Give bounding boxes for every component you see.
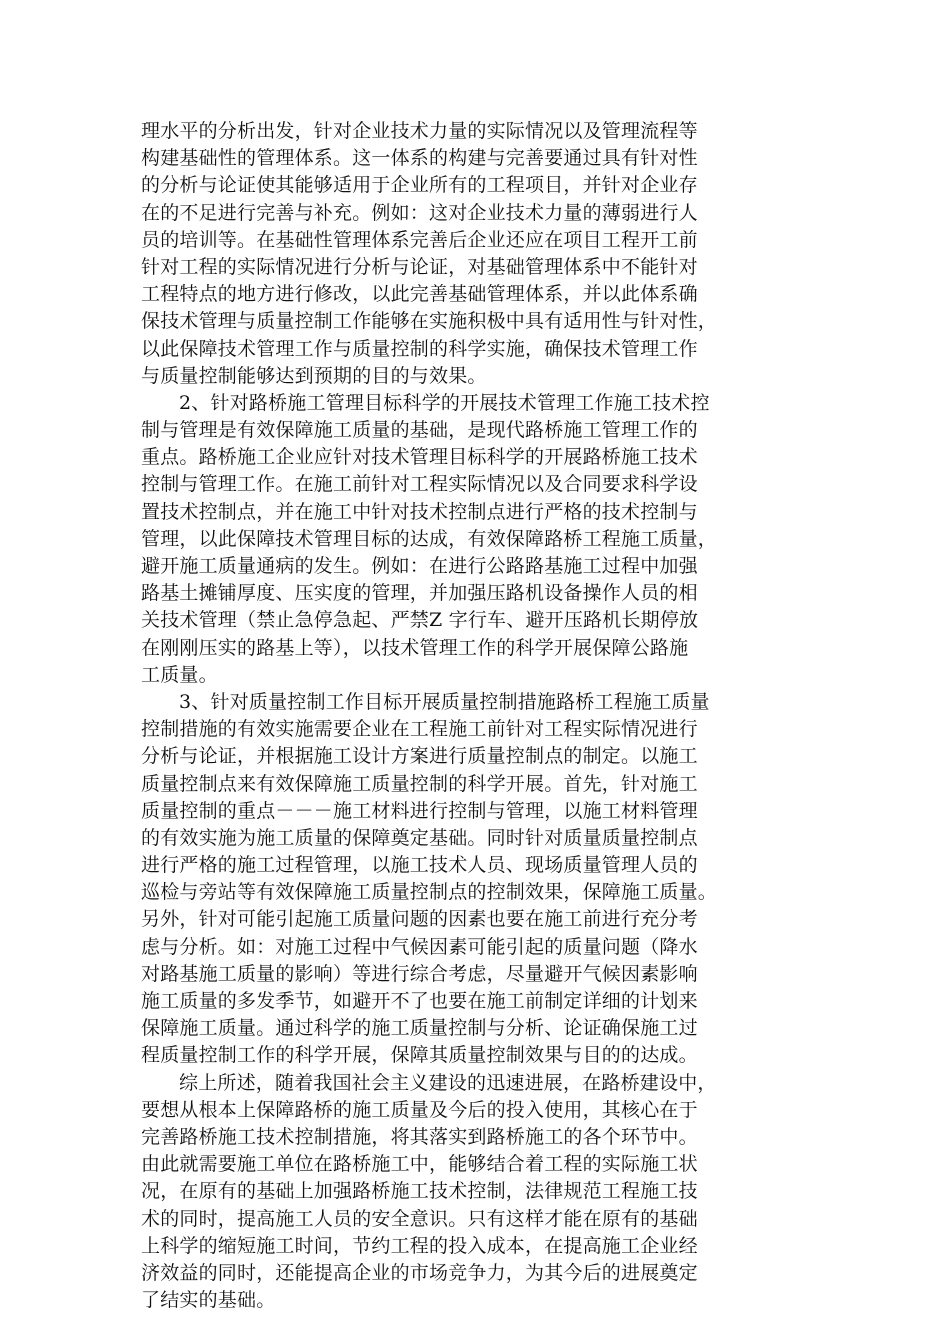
paragraph-start-line: 3、针对质量控制工作目标开展质量控制措施路桥工程施工质量	[179, 690, 710, 713]
text-line: 施工质量的多发季节，如避开不了也要在施工前制定详细的计划来	[141, 990, 698, 1012]
text-line: 质量控制的重点－－－施工材料进行控制与管理，以施工材料管理	[141, 799, 698, 822]
text-line: 质量控制点来有效保障施工质量控制的科学开展。首先，针对施工	[141, 772, 698, 795]
text-line: 的有效实施为施工质量的保障奠定基础。同时针对质量质量控制点	[141, 826, 698, 849]
text-line: 的分析与论证使其能够适用于企业所有的工程项目，并针对企业存	[141, 174, 698, 197]
text-line: 员的培训等。在基础性管理体系完善后企业还应在项目工程开工前	[141, 228, 698, 251]
text-line: 了结实的基础。	[141, 1289, 276, 1312]
text-line: 分析与论证，并根据施工设计方案进行质量控制点的制定。以施工	[141, 745, 698, 768]
text-line: 与质量控制能够达到预期的目的与效果。	[141, 364, 487, 387]
text-line: 完善路桥施工技术控制措施，将其落实到路桥施工的各个环节中。	[141, 1125, 698, 1148]
text-line: 避开施工质量通病的发生。例如：在进行公路路基施工过程中加强	[141, 555, 698, 577]
text-line: 上科学的缩短施工时间，节约工程的投入成本，在提高施工企业经	[141, 1234, 698, 1257]
text-line: 关技术管理（禁止急停急起、严禁Z 字行车、避开压路机长期停放	[141, 609, 699, 632]
text-line: 路基土摊铺厚度、压实度的管理，并加强压路机设备操作人员的相	[141, 582, 698, 605]
text-line: 工质量。	[141, 663, 218, 686]
text-line: 管理，以此保障技术管理目标的达成，有效保障路桥工程施工质量，	[141, 527, 718, 550]
text-line: 要想从根本上保障路桥的施工质量及今后的投入使用，其核心在于	[141, 1098, 698, 1121]
text-line: 济效益的同时，还能提高企业的市场竞争力，为其今后的进展奠定	[141, 1261, 698, 1284]
text-line: 虑与分析。如：对施工过程中气候因素可能引起的质量问题（降水	[141, 935, 698, 958]
text-line: 程质量控制工作的科学开展，保障其质量控制效果与目的的达成。	[141, 1044, 698, 1067]
body-text	[141, 118, 821, 1314]
text-line: 由此就需要施工单位在路桥施工中，能够结合着工程的实际施工状	[141, 1153, 698, 1176]
text-line: 置技术控制点，并在施工中针对技术控制点进行严格的技术控制与	[141, 500, 698, 523]
text-line: 在的不足进行完善与补充。例如：这对企业技术力量的薄弱进行人	[141, 201, 698, 224]
paragraph-start-line: 综上所述，随着我国社会主义建设的迅速进展，在路桥建设中，	[179, 1071, 717, 1094]
text-line: 针对工程的实际情况进行分析与论证，对基础管理体系中不能针对	[141, 255, 698, 278]
text-line: 控制措施的有效实施需要企业在工程施工前针对工程实际情况进行	[141, 718, 698, 741]
text-line: 保障施工质量。通过科学的施工质量控制与分析、论证确保施工过	[141, 1017, 698, 1040]
text-line: 理水平的分析出发，针对企业技术力量的实际情况以及管理流程等	[141, 120, 698, 142]
text-line: 况，在原有的基础上加强路桥施工技术控制，法律规范工程施工技	[141, 1180, 698, 1203]
text-line: 巡检与旁站等有效保障施工质量控制点的控制效果，保障施工质量。	[141, 881, 718, 904]
text-line: 重点。路桥施工企业应针对技术管理目标科学的开展路桥施工技术	[141, 446, 698, 469]
paragraph-start-line: 2、针对路桥施工管理目标科学的开展技术管理工作施工技术控	[179, 391, 710, 414]
text-line: 进行严格的施工过程管理，以施工技术人员、现场质量管理人员的	[141, 854, 698, 877]
text-line: 制与管理是有效保障施工质量的基础，是现代路桥施工管理工作的	[141, 419, 698, 442]
text-line: 工程特点的地方进行修改，以此完善基础管理体系，并以此体系确	[141, 283, 698, 306]
text-line: 对路基施工质量的影响）等进行综合考虑，尽量避开气候因素影响	[141, 962, 698, 985]
text-line: 控制与管理工作。在施工前针对工程实际情况以及合同要求科学设	[141, 473, 698, 496]
text-line: 另外，针对可能引起施工质量问题的因素也要在施工前进行充分考	[141, 908, 698, 931]
text-line: 保技术管理与质量控制工作能够在实施积极中具有适用性与针对性，	[141, 310, 718, 333]
text-line: 以此保障技术管理工作与质量控制的科学实施，确保技术管理工作	[141, 337, 698, 360]
text-line: 术的同时，提高施工人员的安全意识。只有这样才能在原有的基础	[141, 1207, 698, 1230]
text-line: 构建基础性的管理体系。这一体系的构建与完善要通过具有针对性	[141, 147, 698, 170]
text-line: 在刚刚压实的路基上等），以技术管理工作的科学开展保障公路施	[141, 636, 689, 659]
